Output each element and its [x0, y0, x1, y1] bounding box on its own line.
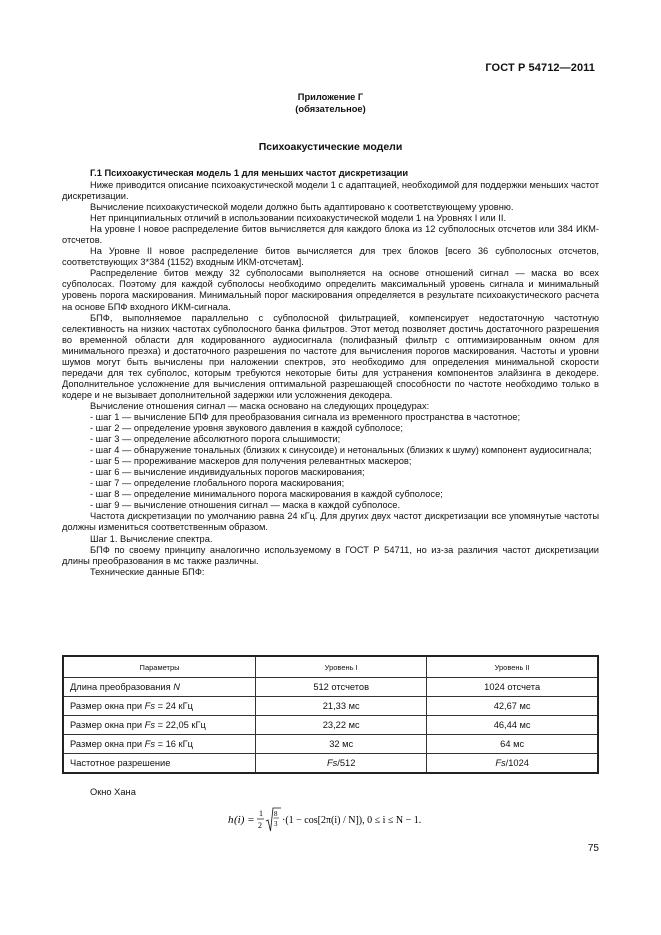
param-cell: Частотное разрешение [63, 754, 256, 774]
appendix-status: (обязательное) [295, 104, 366, 114]
step-item: - шаг 8 — определение минимального порога маскирования в каждой субполосе; [90, 489, 443, 500]
step-item: - шаг 4 — обнаружение тональных (близких к синусоиде) и нетональных (близких к шуму) компонент аудиосигнала; [90, 445, 592, 456]
paragraph: Нет принципиальных отличий в использовании психоакустической модели 1 на Уровнях I или II. [90, 213, 507, 224]
step-item: - шаг 6 — вычисление индивидуальных порогов маскирования; [90, 467, 365, 478]
formula-root-den: 3 [274, 820, 278, 828]
step-item: - шаг 2 — определение уровня звукового давления в каждой субполосе; [90, 423, 403, 434]
column-header: Уровень II [427, 656, 598, 678]
level2-cell: 42,67 мс [427, 697, 598, 716]
paragraph: На Уровне II новое распределение битов вычисляется для трех блоков [всего 36 субполосных отсчетов, соответствующих 3*384 (1152) входным ИКМ-отсчетам]. [62, 246, 599, 268]
fft-specs-table [62, 655, 599, 774]
formula-fn: h [228, 814, 234, 826]
level2-cell: 1024 отсчета [427, 678, 598, 697]
paragraph: Ниже приводится описание психоакустической модели 1 с адаптацией, необходимой для поддержки меньших частот дискретизации. [62, 180, 599, 202]
table-row [63, 716, 598, 735]
level1-cell: 21,33 мс [256, 697, 427, 716]
step-item: - шаг 7 — определение глобального порога маскирования; [90, 478, 345, 489]
column-header: Уровень I [256, 656, 427, 678]
page-number: 75 [587, 843, 599, 854]
level2-cell: 46,44 мс [427, 716, 598, 735]
level2-cell: 64 мс [427, 735, 598, 754]
paragraph: Частота дискретизации по умолчанию равна 24 кГц. Для других двух частот дискретизации все упомянутые частоты должны измениться соответственным образом. [62, 511, 599, 533]
level1-cell: 512 отсчетов [256, 678, 427, 697]
subsection-title: Г.1 Психоакустическая модель 1 для меньших частот дискретизации [90, 168, 409, 178]
level1-cell: 23,22 мс [256, 716, 427, 735]
step-item: - шаг 5 — прореживание маскеров для получения релевантных маскеров; [90, 456, 412, 467]
formula-arg: (i) = [234, 814, 255, 826]
table-row [63, 754, 598, 774]
appendix-title: Приложение Г [297, 92, 364, 102]
hann-window-label: Окно Хана [90, 787, 136, 797]
document-header-id: ГОСТ Р 54712—2011 [485, 62, 595, 74]
section-title: Психоакустические модели [258, 141, 403, 153]
paragraph: Вычисление психоакустической модели должно быть адаптировано к соответствующему уровню. [90, 202, 514, 213]
paragraph: БПФ по своему принципу аналогично используемому в ГОСТ Р 54711, но из-за различия частот дискретизации длины преобразования в мс также различны. [62, 544, 599, 566]
body-text [62, 180, 599, 578]
paragraph: Вычисление отношения сигнал — маска основано на следующих процедурах: [90, 400, 430, 411]
step-item: - шаг 3 — определение абсолютного порога слышимости; [90, 434, 341, 445]
table-row [63, 735, 598, 754]
param-cell: Размер окна при Fs = 22,05 кГц [63, 716, 256, 735]
formula-frac-num: 1 [259, 809, 263, 818]
level2-cell: Fs/1024 [427, 754, 598, 774]
table-row [63, 678, 598, 697]
formula-frac-den: 2 [258, 821, 262, 830]
step-item: - шаг 9 — вычисление отношения сигнал — маска в каждой субполосе. [90, 500, 401, 511]
column-header: Параметры [63, 656, 256, 678]
formula-root-num: 8 [274, 810, 278, 818]
param-cell: Размер окна при Fs = 16 кГц [63, 735, 256, 754]
paragraph: Шаг 1. Вычисление спектра. [90, 533, 213, 544]
paragraph: Распределение битов между 32 субполосами выполняется на основе отношений сигнал — маска во всех субполосах. Поэтому для каждой субполосы необходимо определить максимальный уровень сигнала и минимальный уровень порога маскирования. Минимальный порог маскирования определяется в результате психоакустического расчета на основе БПФ входного ИКМ-сигнала. [62, 268, 599, 312]
hann-window-formula [228, 802, 448, 838]
table-header-row [63, 656, 598, 678]
level1-cell: 32 мс [256, 735, 427, 754]
level1-cell: Fs/512 [256, 754, 427, 774]
paragraph: БПФ, выполняемое параллельно с субполосной фильтрацией, компенсирует недостаточную частотную селективность на низких частотах субполосного банка фильтров. Этот метод позволяет достичь достаточного разрешения во временной области для кодированного аудиосигнала (полифазный фильтр с оптимизированным окном для минимального преэха) и достаточного разрешения по частоте для вычисления порогов маскирования. Частоты и уровни шумов могут быть вычислены при наложении спектров, это необходимо для определения минимальной скорости передачи для тех субполос, которым требуются некоторые биты для устранения компонентов элайзинга в декодере. Дополнительное усложнение для вычисления оптимальной разрешающей способности по частоте необходимо только в кодере и не вызывает дополнительной задержки или усложнения декодера. [62, 312, 599, 400]
paragraph: На уровне I новое распределение битов вычисляется для каждого блока из 12 субполосных отсчетов или 384 ИКМ-отсчетов. [62, 224, 599, 246]
step-item: - шаг 1 — вычисление БПФ для преобразования сигнала из временного пространства в частотное; [90, 411, 521, 422]
param-cell: Размер окна при Fs = 24 кГц [63, 697, 256, 716]
param-cell: Длина преобразования N [63, 678, 256, 697]
formula-body: ·(1 − cos[2π(i) / N]), 0 ≤ i ≤ N − 1. [282, 815, 422, 826]
paragraph: Технические данные БПФ: [90, 566, 205, 577]
table-row [63, 697, 598, 716]
